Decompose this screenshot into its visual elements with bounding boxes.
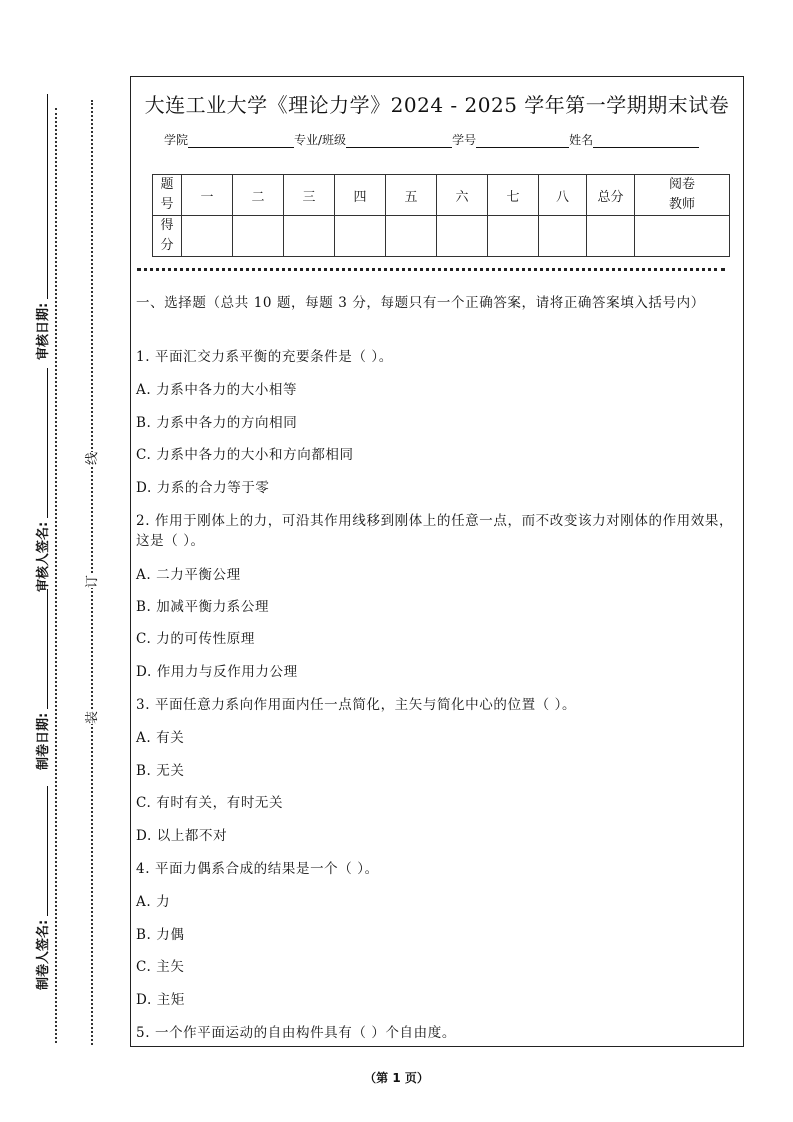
make-date-text: 制卷日期: [36, 712, 51, 770]
college-label: 学院 [164, 133, 189, 147]
question-4-option-c: C. 主矢 [136, 959, 185, 975]
col-header-6: 六 [437, 175, 488, 216]
question-2-option-d: D. 作用力与反作用力公理 [136, 664, 298, 680]
page-number: （第 1 页） [364, 1071, 429, 1085]
question-3-option-a: A. 有关 [136, 730, 185, 746]
student-info-line [164, 131, 699, 148]
col-header-4: 四 [335, 175, 386, 216]
question-2-stem: 2. 作用于刚体上的力，可沿其作用线移到刚体上的任意一点，而不改变该力对刚体的作用效果，这是（ ）。 [136, 513, 734, 549]
question-3-option-d: D. 以上都不对 [136, 828, 228, 844]
line-char: 线 [79, 452, 102, 465]
review-date-label [32, 94, 51, 360]
header-dotted-separator [137, 268, 725, 271]
score-cell-3[interactable] [284, 216, 335, 257]
question-4-option-a: A. 力 [136, 894, 171, 910]
exam-frame [130, 76, 744, 1047]
reviewer-sign-field[interactable] [46, 368, 48, 518]
question-2-option-c: C. 力的可传性原理 [136, 631, 255, 647]
question-1-option-b: B. 力系中各力的方向相同 [136, 415, 298, 431]
major-label: 专业/班级 [294, 133, 347, 147]
student-id-label: 学号 [452, 133, 477, 147]
col-header-7: 七 [488, 175, 539, 216]
question-3-option-c: C. 有时有关，有时无关 [136, 795, 284, 811]
question-4-stem: 4. 平面力偶系合成的结果是一个（ ）。 [136, 861, 379, 877]
col-header-1: 一 [182, 175, 233, 216]
exam-title: 大连工业大学《理论力学》2024 - 2025 学年第一学期期末试卷 [144, 93, 730, 117]
reviewer-sign-label [32, 368, 51, 592]
question-3-stem: 3. 平面任意力系向作用面内任一点简化，主矢与简化中心的位置（ ）。 [136, 697, 577, 713]
name-label: 姓名 [569, 133, 594, 147]
col-header-5: 五 [386, 175, 437, 216]
binding-dotted-line-outer [55, 108, 57, 1043]
score-cell-6[interactable] [437, 216, 488, 257]
row-label-score: 得分 [153, 216, 182, 257]
row-label-question-number: 题号 [153, 175, 182, 216]
section-heading: 一、选择题（总共 10 题，每题 3 分，每题只有一个正确答案，请将正确答案填入括号内） [136, 295, 705, 311]
student-id-field[interactable] [476, 135, 569, 148]
college-field[interactable] [188, 135, 294, 148]
score-cell-4[interactable] [335, 216, 386, 257]
col-header-grader: 阅卷教师 [635, 175, 730, 216]
question-2-option-a: A. 二力平衡公理 [136, 567, 241, 583]
score-cell-1[interactable] [182, 216, 233, 257]
question-1-stem: 1. 平面汇交力系平衡的充要条件是（ ）。 [136, 349, 393, 365]
staple-char: 订 [79, 575, 102, 588]
maker-sign-text: 制卷人签名: [36, 919, 51, 990]
score-cell-5[interactable] [386, 216, 437, 257]
binding-dotted-line-inner [91, 100, 93, 1045]
reviewer-sign-text: 审核人签名: [36, 521, 51, 592]
review-date-field[interactable] [46, 94, 48, 299]
make-date-label [32, 589, 51, 770]
score-cell-2[interactable] [233, 216, 284, 257]
score-cell-total[interactable] [587, 216, 635, 257]
question-4-option-b: B. 力偶 [136, 927, 185, 943]
make-date-field[interactable] [46, 589, 48, 709]
score-cell-grader[interactable] [635, 216, 730, 257]
question-4-option-d: D. 主矩 [136, 992, 185, 1008]
maker-sign-field[interactable] [46, 786, 48, 916]
col-header-total: 总分 [587, 175, 635, 216]
col-header-3: 三 [284, 175, 335, 216]
review-date-text: 审核日期: [36, 302, 51, 360]
col-header-2: 二 [233, 175, 284, 216]
maker-sign-label [32, 786, 51, 990]
question-1-option-c: C. 力系中各力的大小和方向都相同 [136, 447, 354, 463]
name-field[interactable] [593, 135, 699, 148]
score-cell-7[interactable] [488, 216, 539, 257]
col-header-8: 八 [539, 175, 587, 216]
question-3-option-b: B. 无关 [136, 763, 185, 779]
major-field[interactable] [346, 135, 452, 148]
question-1-option-a: A. 力系中各力的大小相等 [136, 382, 298, 398]
score-cell-8[interactable] [539, 216, 587, 257]
score-table [152, 174, 730, 257]
question-2-option-b: B. 加减平衡力系公理 [136, 599, 270, 615]
question-5-stem: 5. 一个作平面运动的自由构件具有（ ）个自由度。 [136, 1025, 456, 1041]
bind-char: 装 [79, 711, 102, 724]
question-1-option-d: D. 力系的合力等于零 [136, 480, 270, 496]
